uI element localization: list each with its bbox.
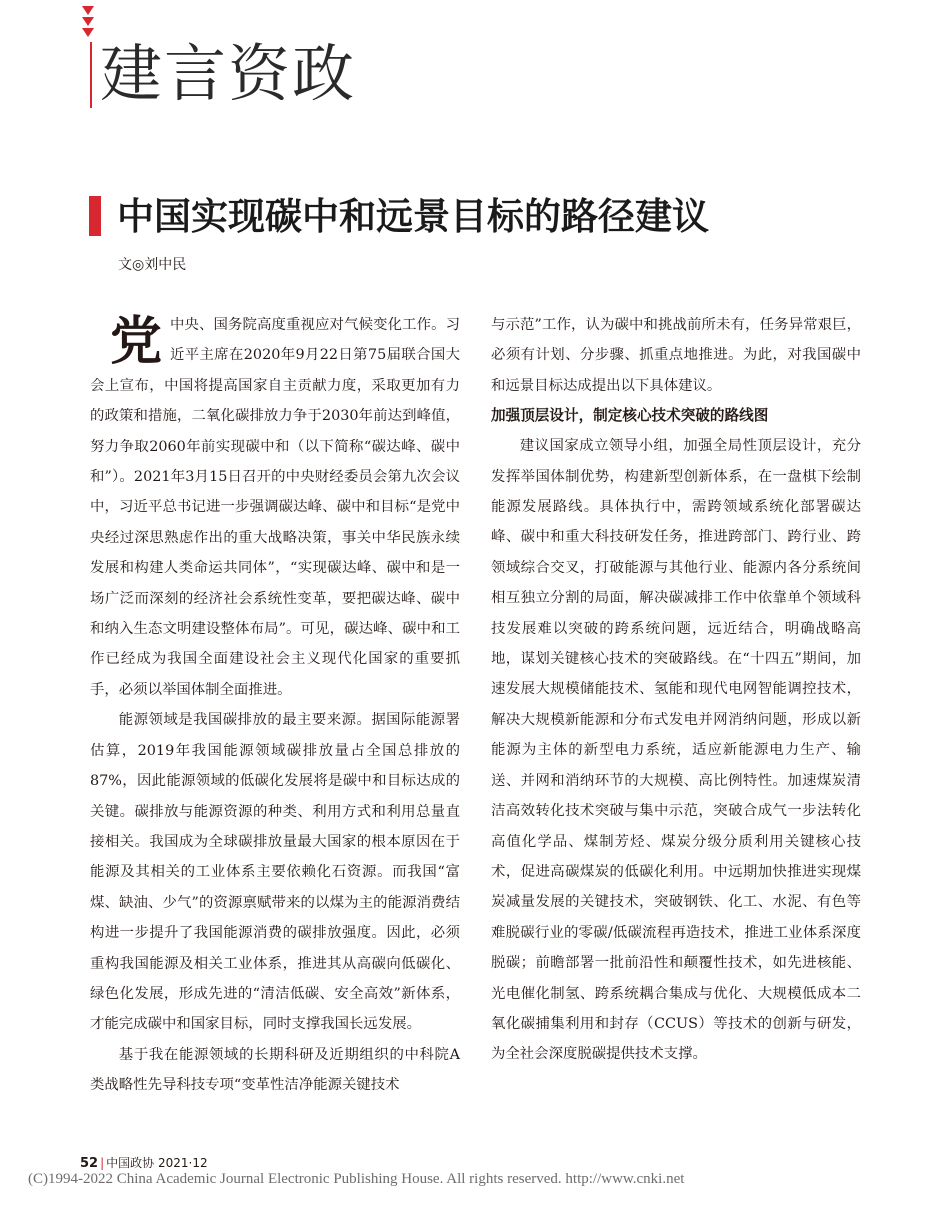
decorative-arrows-icon <box>82 6 94 39</box>
column-name: 建言资政 <box>100 37 357 110</box>
paragraph-3: 基于我在能源领域的长期科研及近期组织的中科院A类战略性先导科技专项“变革性洁净能源关键技术 <box>90 1046 460 1094</box>
page-number: 52 <box>80 1156 99 1171</box>
paragraph-1-text: 中央、国务院高度重视应对气候变化工作。习近平主席在2020年9月22日第75届联合国大会上宣布，中国将提高国家自主贡献力度，采取更加有力的政策和措施，二氧化碳排放力争于2030年前达到峰值，努力争取2060年前实现碳中和（以下简称“碳达峰、碳中和”）。2021年3月15日召开的中央财经委员会第九次会议中，习近平总书记进一步强调碳达峰、碳中和目标“是党中央经过深思熟虑作出的重大战略决策，事关中华民族永续发展和构建人类命运共同体”，“实现碳达峰、碳中和是一场广泛而深刻的经济社会系统性变革，要把碳达峰、碳中和纳入生态文明建设整体布局”。可见，碳达峰、碳中和工作已经成为我国全面建设社会主义现代化国家的重要抓手，必须以举国体制全面推进。 <box>90 317 460 698</box>
right-column <box>491 310 861 1070</box>
paragraph-2: 能源领域是我国碳排放的最主要来源。据国际能源署估算，2019年我国能源领域碳排放量占全国总排放的87%，因此能源领域的低碳化发展将是碳中和目标达成的关键。碳排放与能源资源的种类、利用方式和利用总量直接相关。我国成为全球碳排放量最大国家的根本原因在于能源及其相关的工业体系主要依赖化石资源。而我国“富煤、缺油、少气”的资源禀赋带来的以煤为主的能源消费结构进一步提升了我国能源消费的碳排放强度。因此，必须重构我国能源及相关工业体系，推进其从高碳向低碳化、绿色化发展，形成先进的“清洁低碳、安全高效”新体系，才能完成碳中和国家目标，同时支撑我国长远发展。 <box>90 712 460 1033</box>
paragraph-3-continued: 与示范”工作，认为碳中和挑战前所未有，任务异常艰巨，必须有计划、分步骤、抓重点地推进。为此，对我国碳中和远景目标达成提出以下具体建议。 <box>491 317 861 394</box>
left-column <box>90 310 460 1101</box>
column-accent-bar <box>90 42 92 108</box>
title-accent-bar <box>89 196 101 236</box>
article-title: 中国实现碳中和远景目标的路径建议 <box>117 194 709 238</box>
magazine-name: 中国政协 <box>106 1156 155 1170</box>
section-subheading: 加强顶层设计，制定核心技术突破的路线图 <box>491 407 769 425</box>
dropcap: 党 <box>110 312 163 372</box>
paragraph-4: 建议国家成立领导小组，加强全局性顶层设计，充分发挥举国体制优势，构建新型创新体系，在一盘棋下绘制能源发展路线。具体执行中，需跨领域系统化部署碳达峰、碳中和重大科技研发任务，推进跨部门、跨行业、跨领域综合交叉，打破能源与其他行业、能源内各分系统间相互独立分割的局面，解决碳减排工作中依靠单个领域科技发展难以突破的跨系统问题，远近结合，明确战略高地，谋划关键核心技术的突破路线。在“十四五”期间，加速发展大规模储能技术、氢能和现代电网智能调控技术，解决大规模新能源和分布式发电并网消纳问题，形成以新能源为主体的新型电力系统，适应新能源电力生产、输送、并网和消纳环节的大规模、高比例特性。加速煤炭清洁高效转化技术突破与集中示范，突破合成气一步法转化高值化学品、煤制芳烃、煤炭分级分质利用关键核心技术，促进高碳煤炭的低碳化利用。中远期加快推进实现煤炭减量发展的关键技术，突破钢铁、化工、水泥、有色等难脱碳行业的零碳/低碳流程再造技术，推进工业体系深度脱碳；前瞻部署一批前沿性和颠覆性技术，如先进核能、光电催化制氢、跨系统耦合集成与优化、大规模低成本二氧化碳捕集利用和封存（CCUS）等技术的创新与研发，为全社会深度脱碳提供技术支撑。 <box>491 438 861 1063</box>
copyright-watermark: (C)1994-2022 China Academic Journal Electronic Publishing House. All rights reserved. http://www.cnki.net <box>28 1171 685 1187</box>
author-byline: 文◎刘中民 <box>118 257 187 273</box>
paragraph-1 <box>90 310 460 705</box>
issue-number: 2021·12 <box>157 1156 208 1170</box>
footer-separator: | <box>100 1156 105 1170</box>
